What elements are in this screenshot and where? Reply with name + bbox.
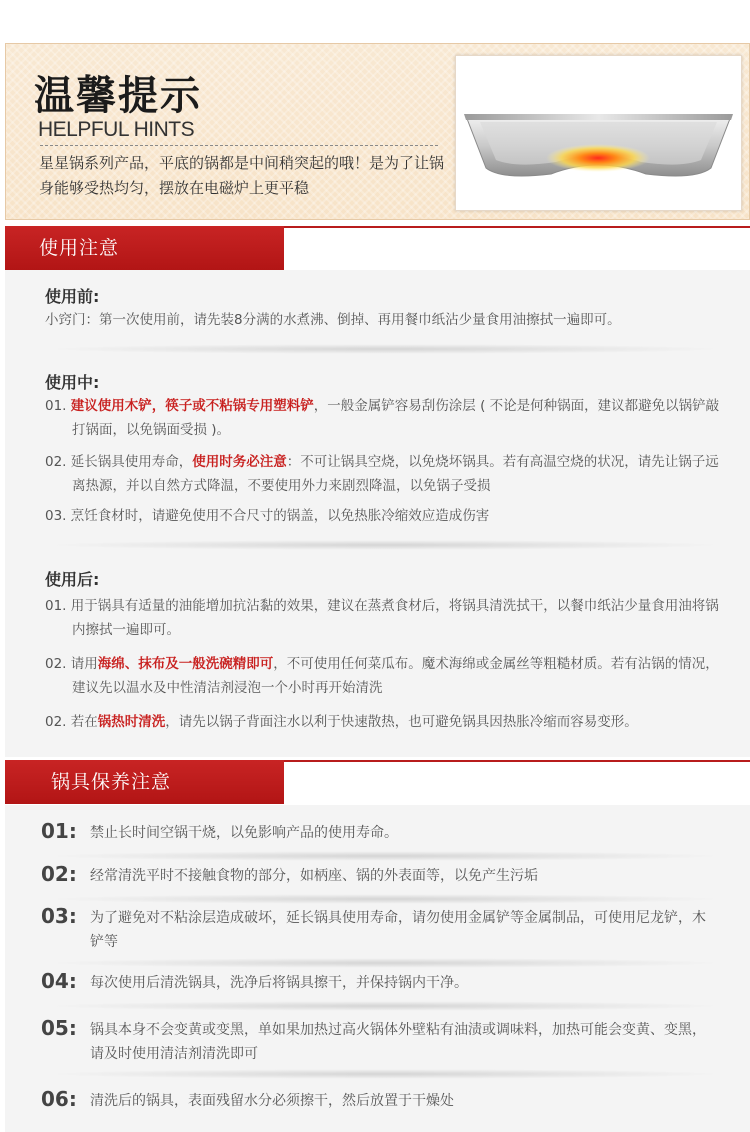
- care-item-number: 04:: [41, 969, 77, 993]
- after-use-heading: 使用后:: [45, 570, 100, 589]
- hint-divider: [40, 145, 438, 146]
- pan-illustration: [455, 55, 742, 211]
- care-item-text: 锅具本身不会变黄或变黑，单如果加热过高火锅体外壁粘有油渍或调味料，加热可能会变黄、变黑，请及时使用清洁剂清洗即可: [90, 1022, 706, 1062]
- care-item-number: 03:: [41, 904, 77, 928]
- block-divider: [45, 851, 725, 861]
- before-use-heading: 使用前:: [45, 287, 100, 306]
- hint-subtitle: HELPFUL HINTS: [38, 118, 195, 141]
- care-item-text: 清洗后的锅具，表面残留水分必须擦干，然后放置于干燥处: [90, 1093, 454, 1109]
- care-item-text: 经常清洗平时不接触食物的部分，如柄座、锅的外表面等，以免产生污垢: [90, 868, 538, 884]
- care-item-number: 02:: [41, 862, 77, 886]
- block-divider: [45, 894, 725, 904]
- during-use-item: 03. 烹饪食材时，请避免使用不合尺寸的锅盖，以免热胀冷缩效应造成伤害: [45, 508, 490, 524]
- block-divider: [45, 1001, 725, 1011]
- after-use-item: 02. 若在锅热时清洗，请先以锅子背面注水以利于快速散热，也可避免锅具因热胀冷缩而容易变形。: [45, 714, 638, 730]
- care-item-number: 01:: [41, 819, 77, 843]
- care-item-text: 禁止长时间空锅干烧，以免影响产品的使用寿命。: [90, 825, 398, 841]
- care-item-number: 06:: [41, 1087, 77, 1111]
- after-use-item: 02. 请用海绵、抹布及一般洗碗精即可，不可使用任何菜瓜布。魔术海绵或金属丝等粗糙材质。若有沾锅的情况，建议先以温水及中性清洁剂浸泡一个小时再开始清洗: [45, 656, 719, 696]
- usage-section-title: 使用注意: [5, 226, 284, 270]
- during-use-heading: 使用中:: [45, 373, 100, 392]
- block-divider: [45, 344, 725, 354]
- care-item-number: 05:: [41, 1016, 77, 1040]
- during-use-item: 01. 建议使用木铲，筷子或不粘锅专用塑料铲，一般金属铲容易刮伤涂层 ( 不论是何种锅面，建议都避免以锅铲敲打锅面，以免锅面受损 )。: [45, 398, 720, 438]
- care-section-title: 锅具保养注意: [5, 760, 284, 804]
- hint-title: 温馨提示: [34, 73, 202, 119]
- usage-panel: [5, 270, 750, 757]
- helpful-hints-panel: [5, 43, 750, 220]
- before-use-text: 小窍门：第一次使用前，请先装8分满的水煮沸、倒掉、再用餐巾纸沾少量食用油擦拭一遍即可。: [45, 312, 621, 328]
- care-item-text: 每次使用后清洗锅具，洗净后将锅具擦干，并保持锅内干净。: [90, 975, 468, 991]
- care-panel: [5, 805, 750, 1132]
- during-use-item: 02. 延长锅具使用寿命，使用时务必注意：不可让锅具空烧，以免烧坏锅具。若有高温空烧的状况，请先让锅子远离热源，并以自然方式降温，不要使用外力来剧烈降温，以免锅子受损: [45, 454, 719, 494]
- block-divider: [45, 958, 725, 968]
- after-use-item: 01. 用于锅具有适量的油能增加抗沾黏的效果，建议在蒸煮食材后，将锅具清洗拭干，以餐巾纸沾少量食用油将锅内擦拭一遍即可。: [45, 598, 719, 638]
- hint-text: 星星锅系列产品，平底的锅都是中间稍突起的哦！是为了让锅身能够受热均匀，摆放在电磁炉上更平稳: [39, 154, 445, 197]
- curved-pan-icon: [456, 56, 741, 210]
- care-item-text: 为了避免对不粘涂层造成破坏，延长锅具使用寿命，请勿使用金属铲等金属制品，可使用尼龙铲，木铲等: [90, 910, 706, 950]
- block-divider: [45, 540, 725, 550]
- block-divider: [45, 1069, 725, 1079]
